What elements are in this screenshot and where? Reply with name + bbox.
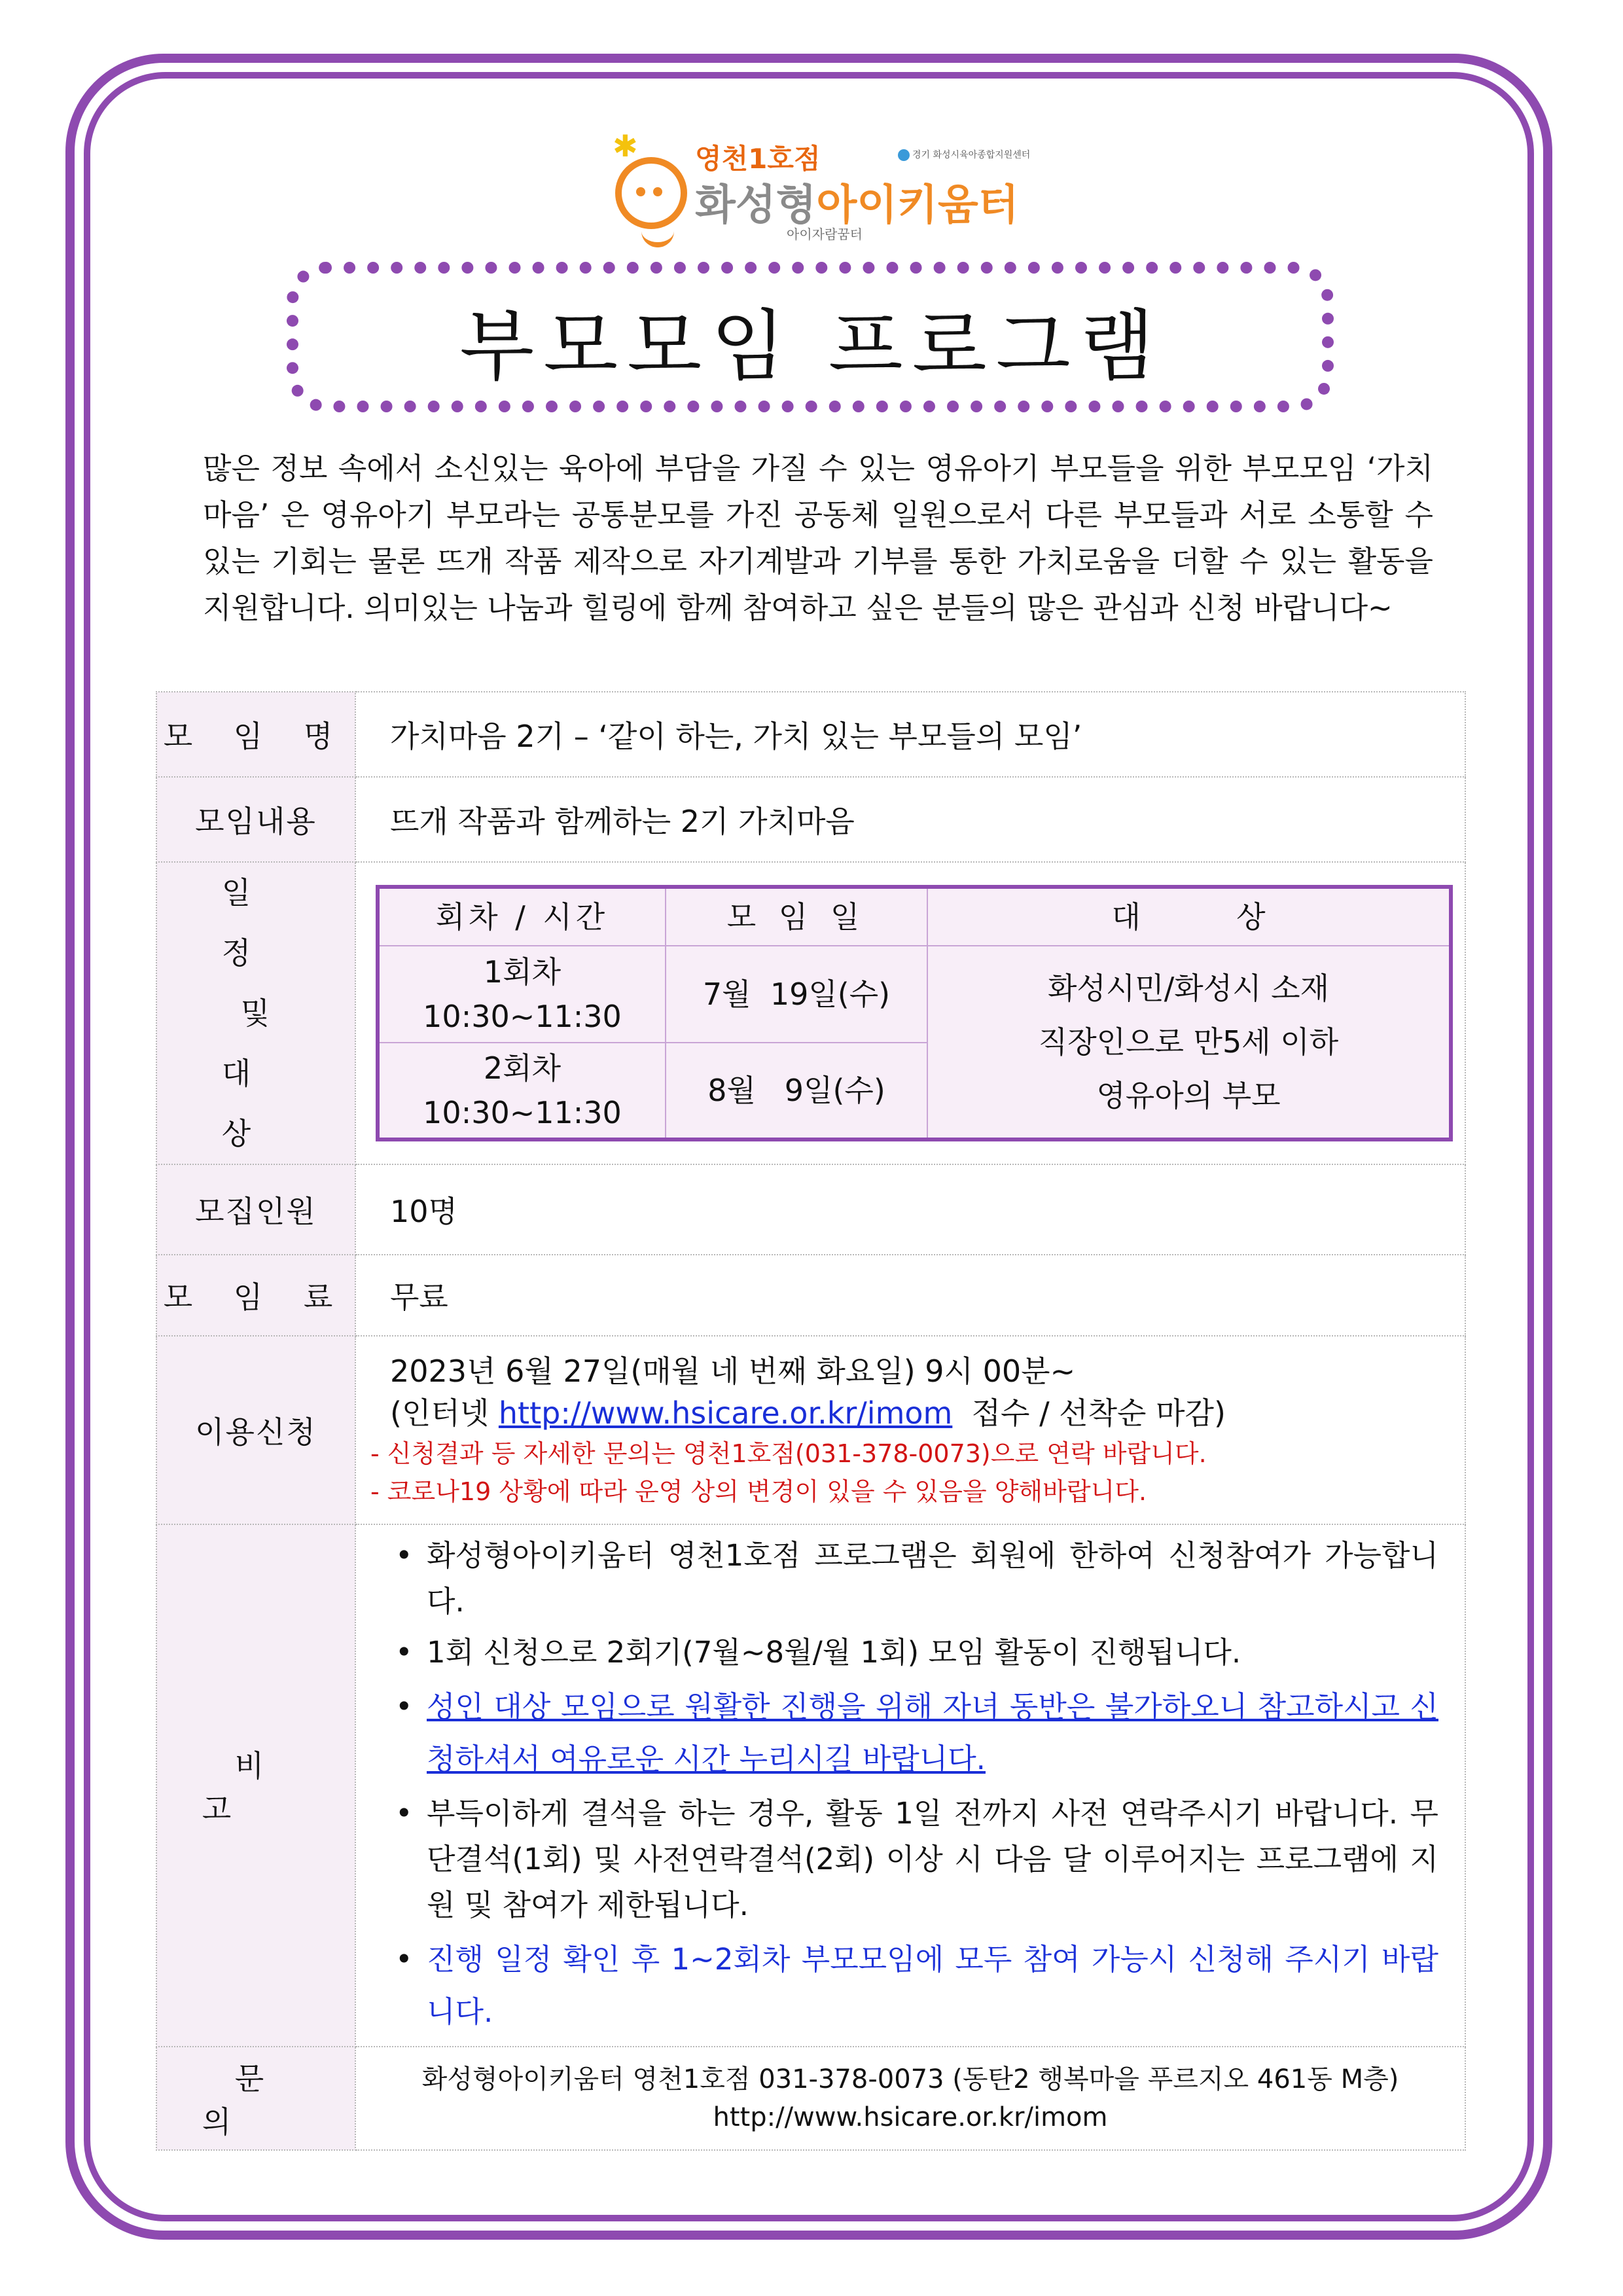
- logo-branch: 영천1호점: [695, 143, 821, 175]
- contact-address: 화성형아이키움터 영천1호점 031-378-0073 (동탄2 행복마을 푸르지오 461동 M층): [421, 2064, 1399, 2094]
- label-name: 모 임 명: [156, 692, 355, 777]
- row-contact: [156, 2047, 1465, 2150]
- apply-note-inquiry: - 신청결과 등 자세한 문의는 영천1호점(031-378-0073)으로 연락 바랍니다.: [370, 1439, 1207, 1468]
- label-schedule: 일 정 및 대 상: [156, 862, 355, 1164]
- logo-name-orange: 아이키움터: [816, 181, 1019, 230]
- apply-note-covid: - 코로나19 상황에 따라 운영 상의 변경이 있을 수 있음을 양해바랍니다.: [370, 1477, 1147, 1506]
- row-remarks: [156, 1524, 1465, 2047]
- intro-paragraph: 많은 정보 속에서 소신있는 육아에 부담을 가질 수 있는 영유아기 부모들을 위한 부모모임 ‘가치마음’ 은 영유아기 부모라는 공통분모를 가진 공동체 일원으로서 다른 부모들과 서로 소통할 수 있는 기회는 물론 뜨개 작품 제작으로 자기계발과 기부를 통한 가치로움을 더할 수 있는 활동을 지원합니다. 의미있는 나눔과 힐링에 함께 참여하고 싶은 분들의 많은 관심과 신청 바랍니다~: [203, 451, 1433, 625]
- session-2-round: 2회차 10:30~11:30: [378, 1043, 666, 1139]
- star-icon: ✱: [613, 128, 638, 164]
- value-schedule: [355, 862, 1465, 1164]
- remark-item: • 1회 신청으로 2회기(7월~8월/월 1회) 모임 활동이 진행됩니다.: [395, 1630, 1438, 1676]
- remarks-list: [356, 1533, 1465, 2038]
- label-capacity: 모집인원: [156, 1164, 355, 1255]
- logo-name-gray: 화성형: [695, 181, 817, 230]
- value-fee: 무료: [355, 1255, 1465, 1336]
- session-1-round: 1회차 10:30~11:30: [378, 946, 666, 1043]
- schedule-table: [376, 885, 1453, 1141]
- label-content: 모임내용: [156, 777, 355, 862]
- value-content: 뜨개 작품과 함께하는 2기 가치마음: [355, 777, 1465, 862]
- label-fee: 모 임 료: [156, 1255, 355, 1336]
- remark-item: • 성인 대상 모임으로 원활한 진행을 위해 자녀 동반은 불가하오니 참고하시고 신청하셔서 여유로운 시간 누리시길 바랍니다.: [395, 1681, 1438, 1785]
- schedule-header-date: 모 임 일: [666, 887, 927, 946]
- contact-url: http://www.hsicare.or.kr/imom: [713, 2102, 1108, 2132]
- row-name: [156, 692, 1465, 777]
- row-capacity: [156, 1164, 1465, 1255]
- row-apply: [156, 1336, 1465, 1524]
- value-capacity: 10명: [355, 1164, 1465, 1255]
- session-1-date: 7월 19일(수): [666, 946, 927, 1043]
- value-apply: [355, 1336, 1465, 1524]
- row-fee: [156, 1255, 1465, 1336]
- apply-date: 2023년 6월 27일(매월 네 번째 화요일) 9시 00분~: [390, 1354, 1076, 1389]
- page-title: 부모모임 프로그램: [459, 301, 1164, 391]
- label-contact: 문 의: [156, 2047, 355, 2150]
- smile-face-icon: [615, 157, 687, 229]
- schedule-header-row: [378, 887, 1451, 946]
- session-2-date: 8월 9일(수): [666, 1043, 927, 1139]
- apply-link[interactable]: http://www.hsicare.or.kr/imom: [498, 1395, 953, 1431]
- schedule-target: 화성시민/화성시 소재 직장인으로 만5세 이하 영유아의 부모: [927, 946, 1451, 1139]
- row-content: [156, 777, 1465, 862]
- schedule-row-1: [378, 946, 1451, 1043]
- value-remarks: [355, 1524, 1465, 2047]
- remark-item: • 화성형아이키움터 영천1호점 프로그램은 회원에 한하여 신청참여가 가능합니다.: [395, 1533, 1438, 1624]
- schedule-header-target: 대 상: [927, 887, 1451, 946]
- logo-name: [695, 171, 1019, 232]
- remark-item: • 부득이하게 결석을 하는 경우, 활동 1일 전까지 사전 연락주시기 바랍니다. 무단결석(1회) 및 사전연락결석(2회) 이상 시 다음 달 이루어지는 프로그램에 지원 및 참여가 제한됩니다.: [395, 1791, 1438, 1928]
- center-name: 경기 화성시육아종합지원센터: [912, 150, 1031, 160]
- remark-item: • 진행 일정 확인 후 1~2회차 부모모임에 모두 참여 가능시 신청해 주시기 바랍니다.: [395, 1933, 1438, 2038]
- center-mark: [898, 148, 1030, 161]
- label-remarks: 비 고: [156, 1524, 355, 2047]
- row-schedule: [156, 862, 1465, 1164]
- info-table: [156, 691, 1466, 2151]
- center-logo-icon: [898, 149, 910, 161]
- schedule-header-round: 회차 / 시간: [378, 887, 666, 946]
- value-contact: [355, 2047, 1465, 2150]
- apply-method: (인터넷 http://www.hsicare.or.kr/imom 접수 / 선착순 마감): [390, 1395, 1226, 1431]
- value-name: 가치마음 2기 – ‘같이 하는, 가치 있는 부모들의 모임’: [355, 692, 1465, 777]
- label-apply: 이용신청: [156, 1336, 355, 1524]
- logo-subtitle: 아이자람꿈터: [787, 226, 863, 242]
